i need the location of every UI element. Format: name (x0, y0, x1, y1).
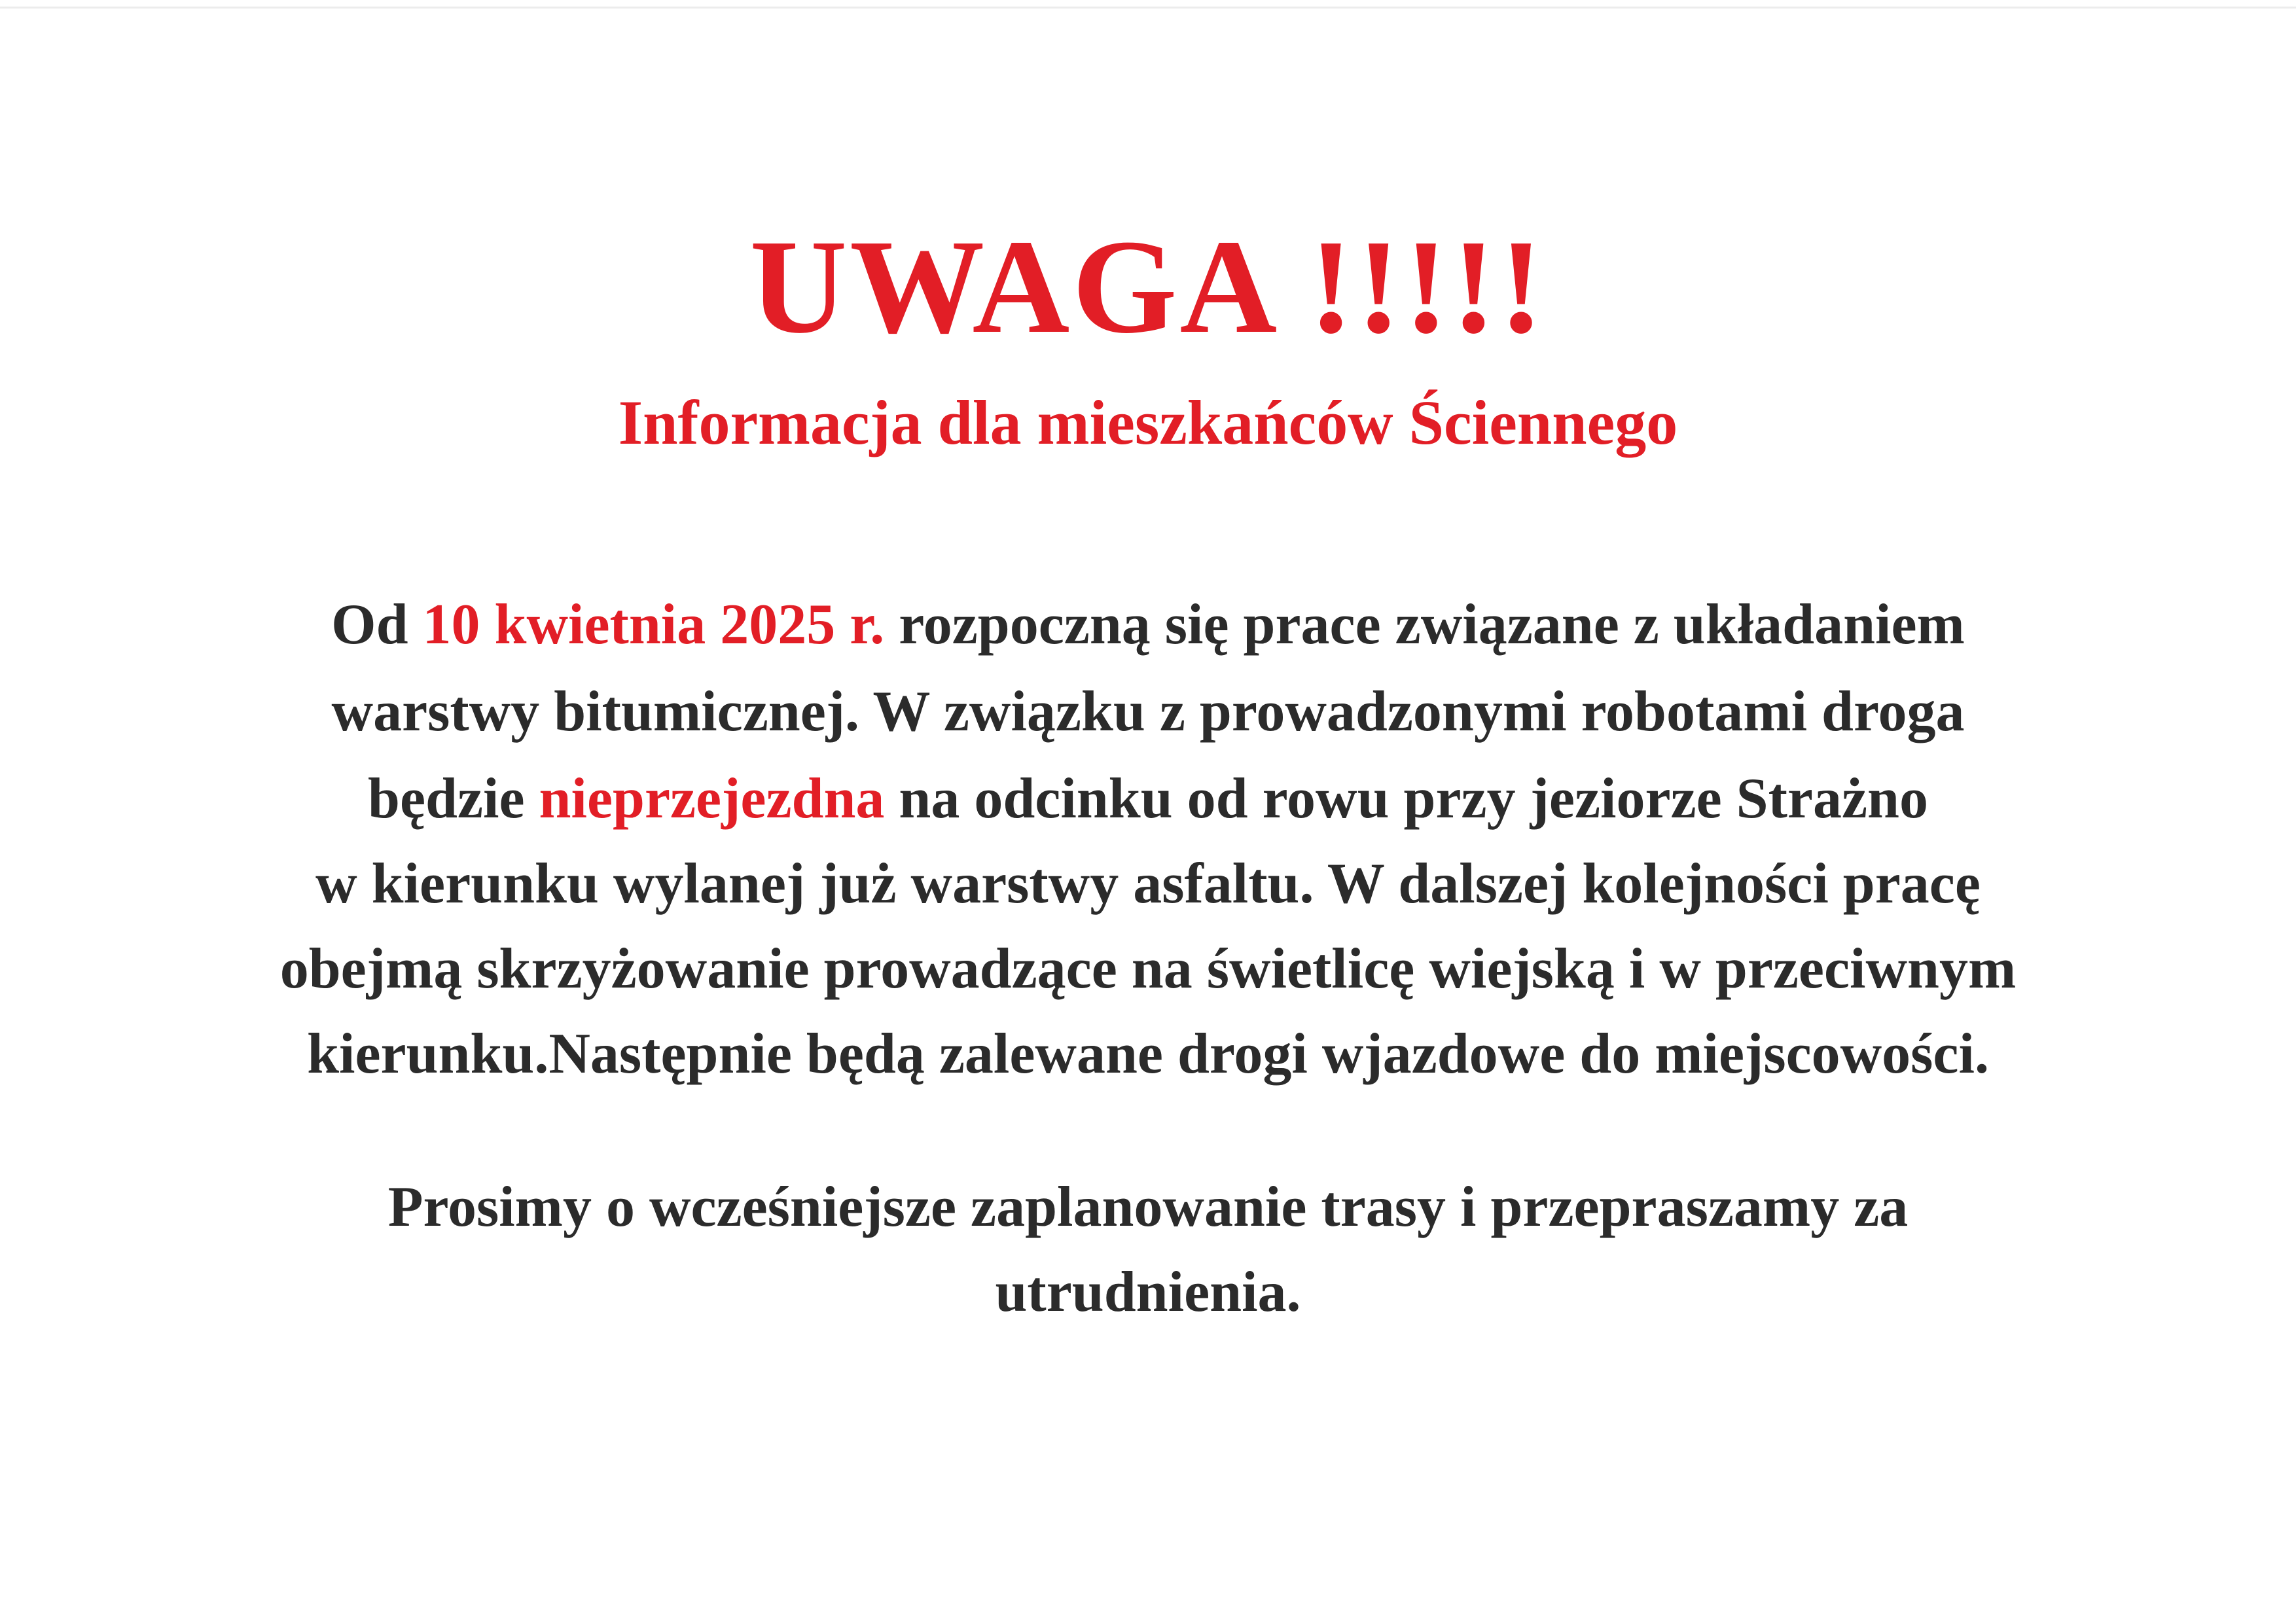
start-date: 10 kwietnia 2025 r. (422, 593, 885, 656)
paragraph-line-3 (0, 763, 2296, 835)
paragraph-line-2: warstwy bitumicznej. W związku z prowadzonymi robotami droga (331, 680, 1965, 743)
paragraph-line-4: w kierunku wylanej już warstwy asfaltu. W dalszej kolejności pracę (315, 852, 1981, 916)
closing-line-1: Prosimy o wcześniejsze zaplanowanie trasy i przepraszamy za (387, 1175, 1909, 1239)
notice-subtitle: Informacja dla mieszkańców Ściennego (618, 387, 1678, 457)
notice-title: UWAGA !!!!! (749, 211, 1547, 361)
closing-line-2: utrudnienia. (995, 1260, 1301, 1324)
line1-suffix: rozpoczną się prace związane z układaniem (884, 593, 1965, 656)
line3-suffix: na odcinku od rowu przy jeziorze Strażno (884, 767, 1928, 830)
scan-top-edge (0, 7, 2296, 9)
paragraph-line-6: kierunku.Następnie będą zalewane drogi wjazdowe do miejscowości. (307, 1022, 1989, 1086)
paragraph-line-5: obejmą skrzyżowanie prowadzące na świetlicę wiejską i w przeciwnym (279, 937, 2017, 1001)
road-closed-highlight: nieprzejezdna (539, 767, 885, 830)
line3-prefix: będzie (368, 767, 539, 830)
line1-prefix: Od (331, 593, 423, 656)
paragraph-line-1 (0, 589, 2296, 661)
